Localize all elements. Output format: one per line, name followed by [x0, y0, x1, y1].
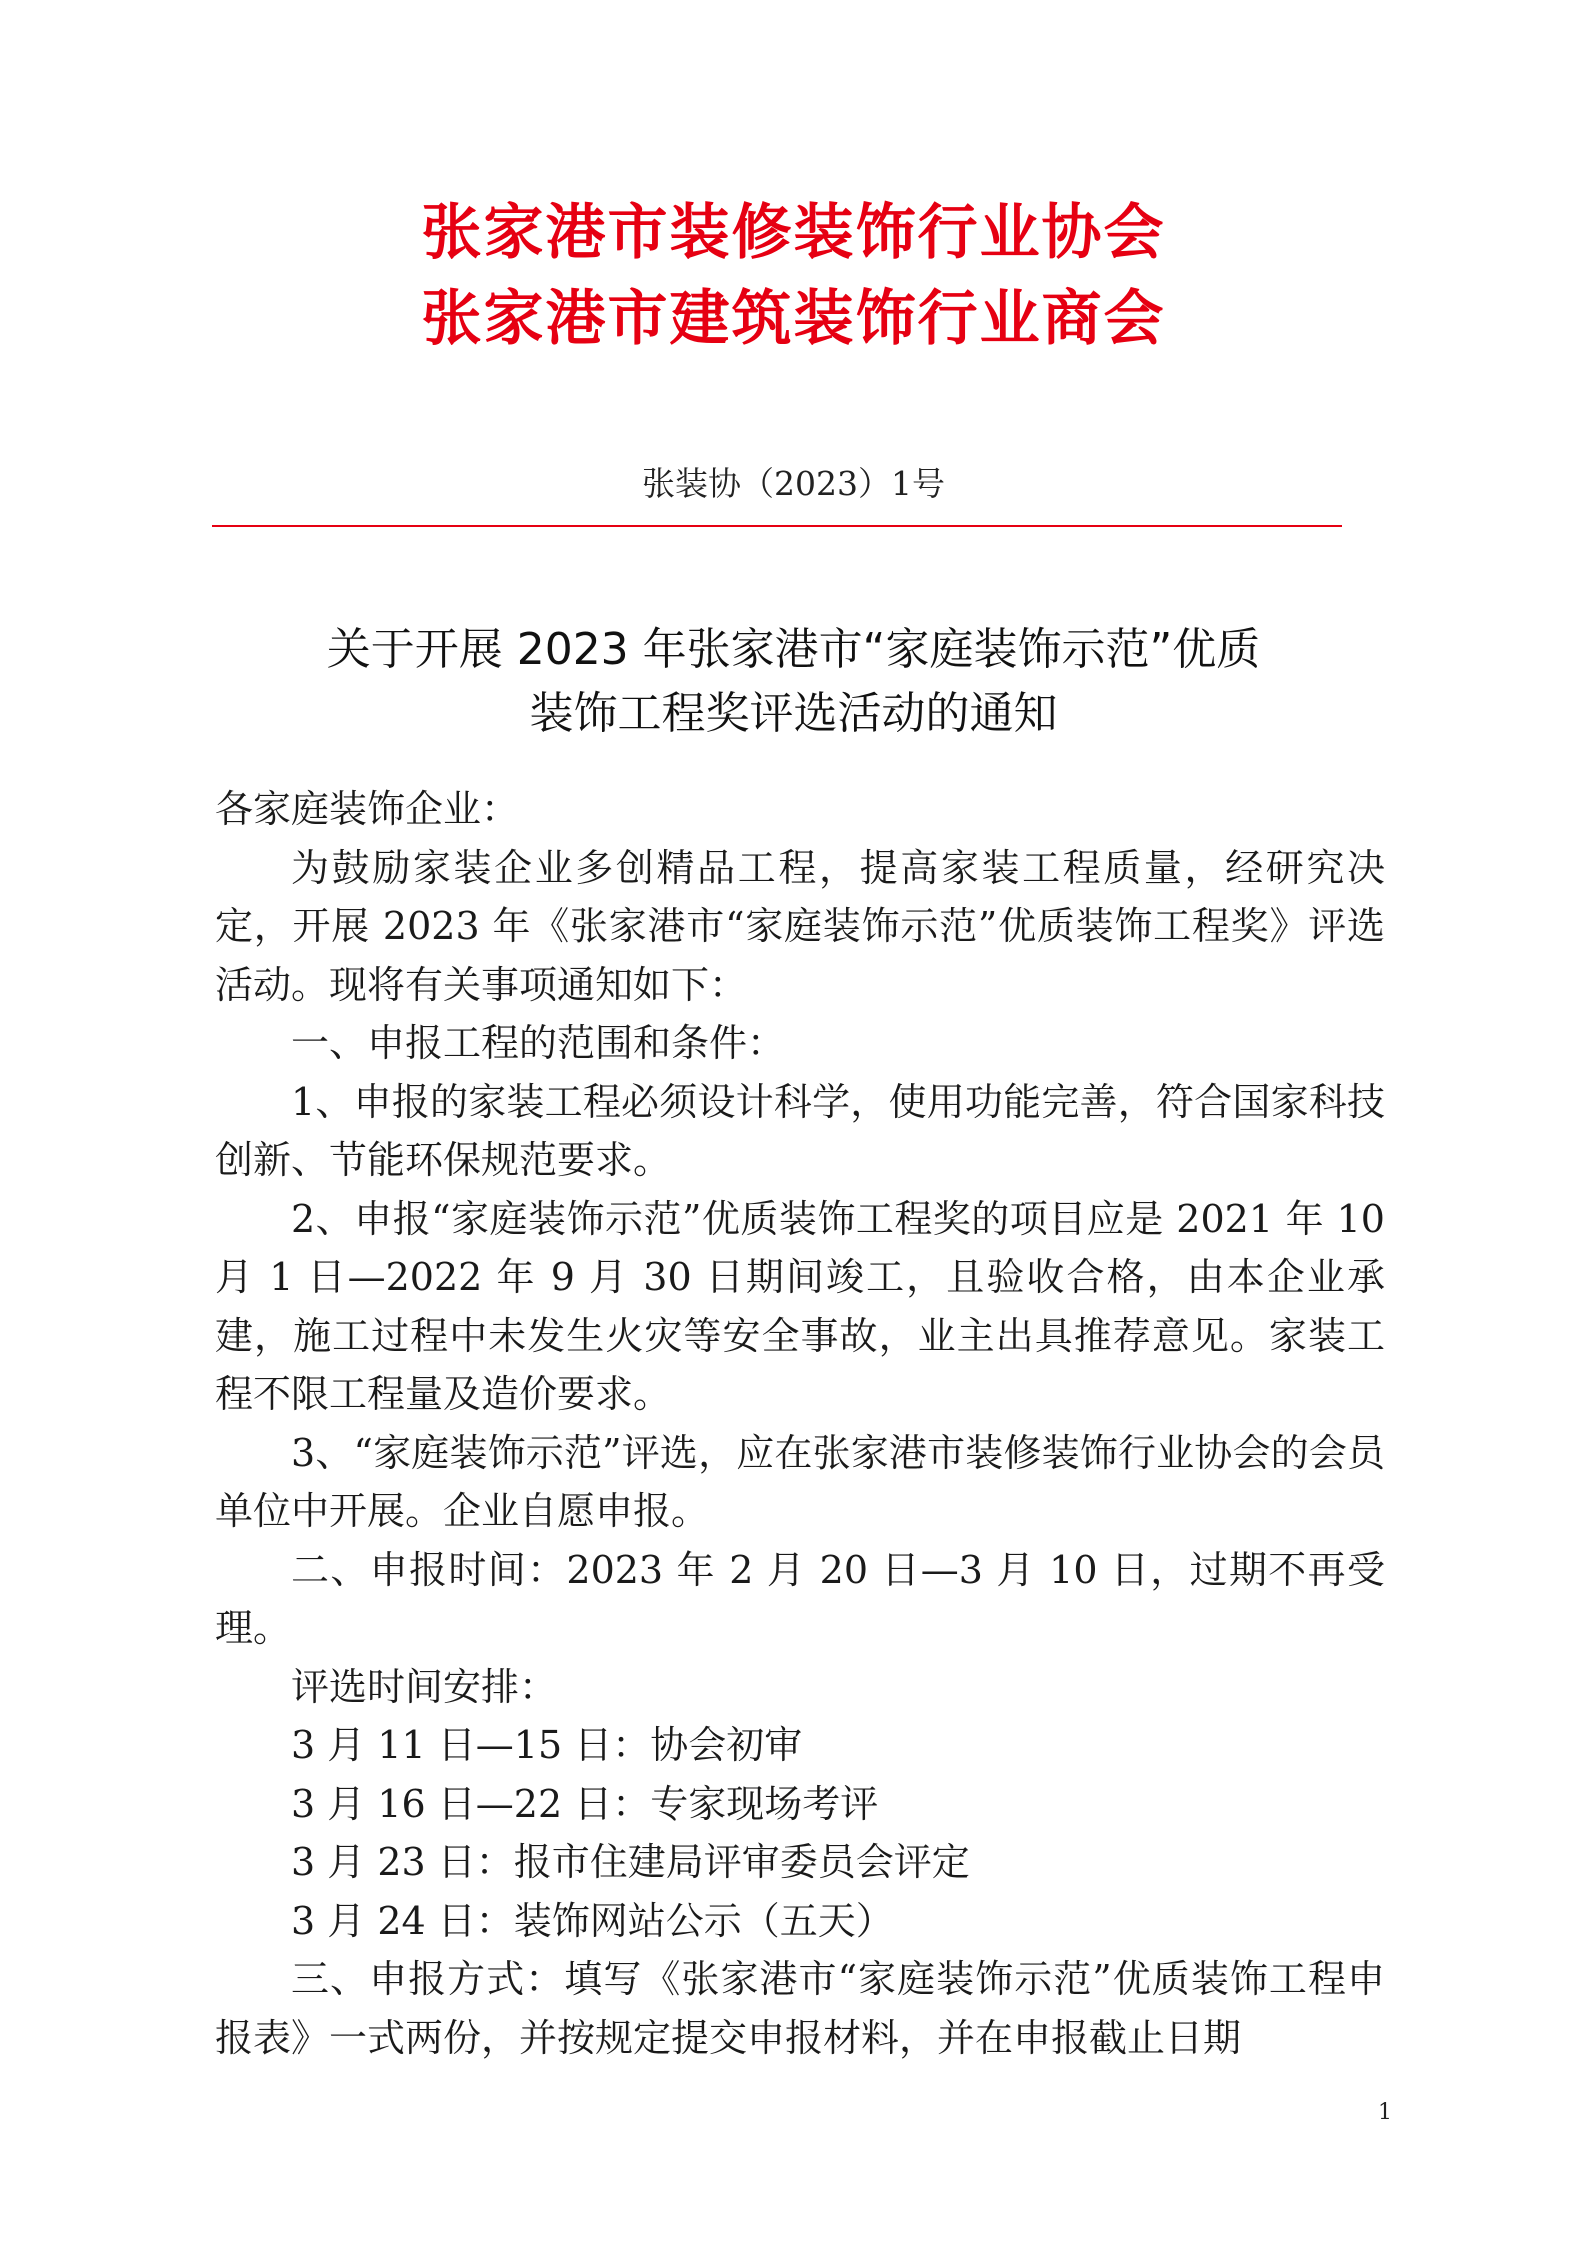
salutation: 各家庭装饰企业：: [215, 787, 520, 831]
organization-header: [0, 190, 1587, 362]
section-heading-1: 一、申报工程的范围和条件：: [291, 1021, 786, 1065]
schedule-item-4: 3 月 24 日：装饰网站公示（五天）: [291, 1898, 894, 1943]
schedule-item-2: 3 月 16 日—22 日：专家现场考评: [291, 1781, 879, 1826]
schedule-heading: 评选时间安排：: [291, 1664, 558, 1709]
title-line-1: 关于开展 2023 年张家港市“家庭装饰示范”优质: [326, 624, 1261, 675]
document-title: [0, 618, 1587, 746]
paragraph-intro: 为鼓励家装企业多创精品工程，提高家装工程质量，经研究决定，开展 2023 年《张家港市“家庭装饰示范”优质装饰工程奖》评选活动。现将有关事项通知如下：: [215, 845, 1385, 1007]
section-heading-2: 二、申报时间：2023 年 2 月 20 日—3 月 10 日，过期不再受理。: [215, 1547, 1385, 1650]
paragraph-item-1: 1、申报的家装工程必须设计科学，使用功能完善，符合国家科技创新、节能环保规范要求。: [215, 1079, 1385, 1182]
org-name-line-1: 张家港市装修装饰行业协会: [421, 198, 1166, 268]
title-line-2: 装饰工程奖评选活动的通知: [529, 688, 1058, 739]
paragraph-item-3: 3、“家庭装饰示范”评选，应在张家港市装修装饰行业协会的会员单位中开展。企业自愿申报。: [215, 1430, 1385, 1533]
section-heading-3: 三、申报方式：填写《张家港市“家庭装饰示范”优质装饰工程申报表》一式两份，并按规定提交申报材料，并在申报截止日期: [215, 1957, 1385, 2060]
paragraph-item-2: 2、申报“家庭装饰示范”优质装饰工程奖的项目应是 2021 年 10 月 1 日—2022 年 9 月 30 日期间竣工，且验收合格，由本企业承建，施工过程中未发生火灾等安全事故，业主出具推荐意见。家装工程不限工程量及造价要求。: [215, 1196, 1385, 1416]
schedule-item-1: 3 月 11 日—15 日：协会初审: [291, 1723, 803, 1767]
header-divider: [212, 525, 1342, 527]
document-number: 张装协（2023）1号: [642, 464, 945, 503]
org-name-line-2: 张家港市建筑装饰行业商会: [421, 284, 1166, 354]
document-body: [215, 780, 1385, 2067]
schedule-item-3: 3 月 23 日：报市住建局评审委员会评定: [291, 1840, 970, 1884]
page-number: 1: [1378, 2100, 1392, 2125]
